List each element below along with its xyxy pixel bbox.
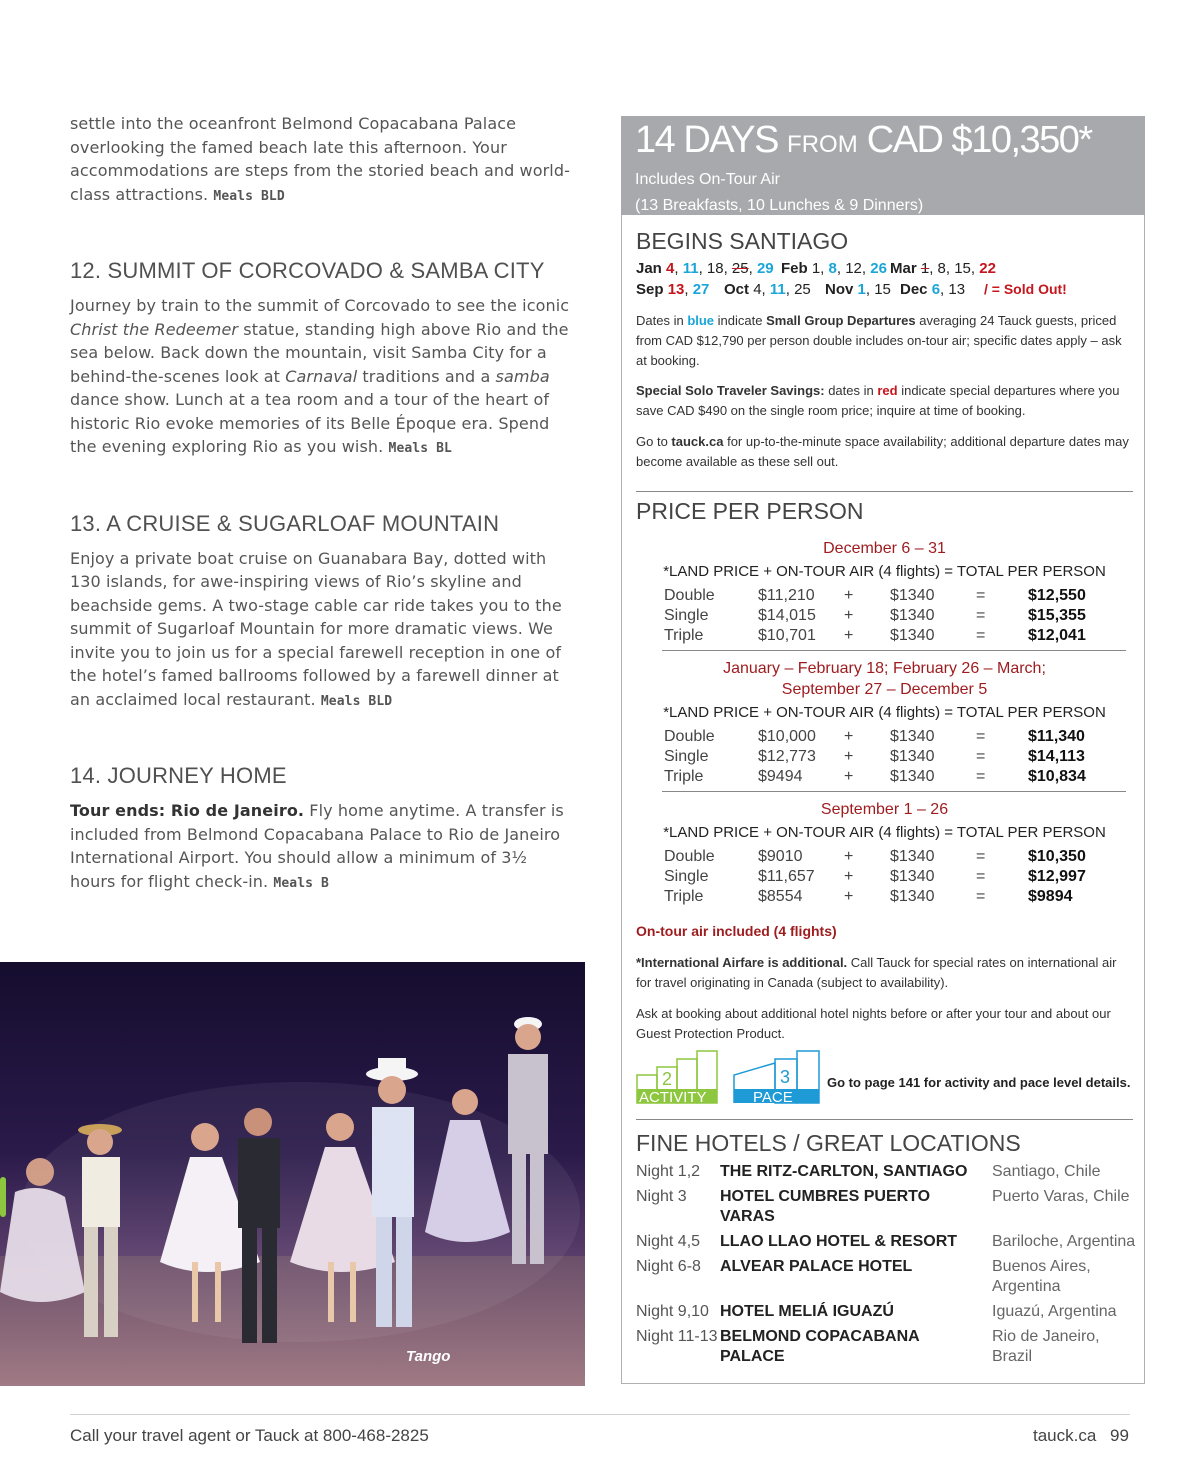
- price-divider: [662, 650, 1126, 651]
- price-row: [664, 887, 1124, 907]
- departure-date: 1,: [811, 260, 829, 277]
- price-row: [664, 747, 1124, 767]
- price-land: $12,773: [758, 748, 816, 765]
- price-air: $1340: [890, 587, 935, 604]
- divider: [636, 491, 1133, 492]
- hotel-name: THE RITZ-CARLTON, SANTIAGO: [720, 1163, 968, 1180]
- price-type: Double: [664, 587, 715, 604]
- departure-date: ,: [674, 260, 683, 277]
- price-type: Triple: [664, 768, 704, 785]
- hotel-name: HOTEL MELIÁ IGUAZÚ: [720, 1303, 894, 1320]
- price-land: $9010: [758, 848, 803, 865]
- departure-month: [636, 279, 709, 300]
- banner-line2: (13 Breakfasts, 10 Lunches & 9 Dinners): [635, 197, 924, 214]
- price-land: $9494: [758, 768, 803, 785]
- banner-headline: [635, 118, 1131, 167]
- price-type: Triple: [664, 627, 704, 644]
- month-label: Dec: [900, 281, 932, 298]
- hotel-name: HOTEL CUMBRES PUERTO VARAS: [720, 1188, 931, 1225]
- price-land: $10,000: [758, 728, 816, 745]
- air-included-note: On-tour air included (4 flights): [636, 923, 837, 939]
- price-row: [664, 626, 1124, 646]
- price-plus: +: [844, 888, 854, 905]
- divider: [636, 1119, 1133, 1120]
- departure-date: 4: [666, 260, 675, 277]
- photo-caption: Tango: [406, 1348, 451, 1365]
- departure-date: 11: [769, 281, 786, 298]
- hotel-loc: Puerto Varas, Chile: [992, 1188, 1130, 1205]
- departure-month: [900, 279, 965, 300]
- itinerary-column: [70, 112, 570, 895]
- price-plus: +: [844, 728, 854, 745]
- price-formula: *LAND PRICE + ON-TOUR AIR (4 flights) = TOTAL PER PERSON: [663, 824, 1106, 841]
- price-total: $9894: [1028, 888, 1073, 905]
- hotel-loc: Rio de Janeiro, Brazil: [992, 1328, 1100, 1365]
- dancers-illustration: [0, 962, 585, 1386]
- price-eq: =: [976, 728, 986, 745]
- hotel-loc: Santiago, Chile: [992, 1163, 1101, 1180]
- hotel-loc: Iguazú, Argentina: [992, 1303, 1117, 1320]
- note2-b: indicate special departures where you save CAD $490 on the single room price; inquire at time of booking.: [636, 383, 1120, 418]
- price-air: $1340: [890, 627, 935, 644]
- note1-b: indicate: [714, 313, 767, 328]
- price-total: $12,997: [1028, 868, 1086, 885]
- price-air: $1340: [890, 748, 935, 765]
- hotel-row: [636, 1327, 1136, 1367]
- hotel-row: [636, 1162, 1136, 1182]
- price-air: $1340: [890, 728, 935, 745]
- price-air: $1340: [890, 607, 935, 624]
- hotel-loc: Buenos Aires, Argentina: [992, 1258, 1091, 1295]
- note3-a: Go to: [636, 434, 672, 449]
- departure-date: 1: [920, 260, 930, 277]
- departure-month: [890, 258, 996, 279]
- departure-month: [636, 258, 774, 279]
- note1-blue: blue: [687, 313, 715, 328]
- day11-meals: Meals BLD: [213, 188, 285, 204]
- footer-rule: [70, 1414, 1130, 1415]
- day13-heading: 13. A CRUISE & SUGARLOAF MOUNTAIN: [70, 510, 500, 536]
- hotel-name: ALVEAR PALACE HOTEL: [720, 1258, 913, 1275]
- price-plus: +: [844, 848, 854, 865]
- hotel-night: Night 4,5: [636, 1233, 701, 1250]
- departure-date: ,: [748, 260, 757, 277]
- hotel-night: Night 1,2: [636, 1163, 701, 1180]
- day13-text: Enjoy a private boat cruise on Guanabara Bay, dotted with 130 islands, for awe-inspiring views of Rio’s skyline and beachside gems. A two-stage cable car ride takes you to the summit of Sugarloaf Mountain for more dramatic views. We invite you to join us for a special farewell reception in one of the hotel’s famed ballrooms followed by a farewell dinner at an acclaimed local restaurant.: [70, 548, 562, 709]
- day14-meals: Meals B: [273, 875, 329, 891]
- price-land: $10,701: [758, 627, 816, 644]
- day12-text-c: traditions and a: [357, 366, 496, 386]
- pace-label: PACE: [753, 1089, 793, 1105]
- pace-number: 3: [780, 1067, 791, 1087]
- sold-out-legend: / = Sold Out!: [984, 281, 1067, 297]
- levels-note: Go to page 141 for activity and pace level details.: [827, 1075, 1131, 1090]
- departure-month: [825, 279, 891, 300]
- price-period: December 6 – 31: [823, 540, 946, 557]
- note2-a: dates in: [824, 383, 878, 398]
- departure-date: , 18,: [698, 260, 732, 277]
- price-type: Double: [664, 848, 715, 865]
- day11-paragraph: [70, 112, 570, 208]
- note3-b: for up-to-the-minute space availability; additional departure dates may become available as these sell out.: [636, 434, 1129, 469]
- day12-text-a: Journey by train to the summit of Corcovado to see the iconic: [70, 296, 570, 315]
- price-air: $1340: [890, 888, 935, 905]
- month-label: Mar: [890, 260, 921, 277]
- departure-date: 1: [857, 281, 866, 298]
- departure-date: , 15: [865, 281, 891, 298]
- hotel-name: BELMOND COPACABANA PALACE: [720, 1328, 920, 1365]
- price-plus: +: [844, 627, 854, 644]
- activity-level-icon: [636, 1047, 720, 1105]
- page-number: 99: [1110, 1426, 1129, 1445]
- note2-bold: Special Solo Traveler Savings:: [636, 383, 825, 398]
- intl-bold: *International Airfare is additional.: [636, 955, 848, 970]
- price-plus: +: [844, 868, 854, 885]
- note2-red: red: [877, 383, 898, 398]
- month-label: Jan: [636, 260, 667, 277]
- price-land: $8554: [758, 888, 803, 905]
- price-eq: =: [976, 768, 986, 785]
- departure-date: , 12,: [836, 260, 871, 277]
- price-row: [664, 847, 1124, 867]
- footer-site[interactable]: tauck.ca: [1033, 1426, 1097, 1445]
- price-air: $1340: [890, 868, 935, 885]
- note1-a: Dates in: [636, 313, 688, 328]
- hotel-row: [636, 1187, 1136, 1227]
- price-type: Double: [664, 728, 715, 745]
- day12-text-b: statue, standing high above Rio and the sea below. Back down the mountain, visit Samba City for a behind-the-scenes look at: [70, 319, 569, 386]
- price-row: [664, 867, 1124, 887]
- departure-date: ,: [684, 281, 693, 298]
- hotel-row: [636, 1257, 1136, 1297]
- price-row: [664, 586, 1124, 606]
- price-plus: +: [844, 587, 854, 604]
- price-eq: =: [976, 587, 986, 604]
- intl-airfare-note: [636, 953, 1131, 993]
- day12-meals: Meals BL: [388, 441, 452, 456]
- price-plus: +: [844, 607, 854, 624]
- price-type: Single: [664, 868, 709, 885]
- note1-c: averaging 24 Tauck guests, priced from CAD $12,790 per person double includes on-tour air; specific dates apply – ask at booking.: [636, 313, 1122, 368]
- price-period: September 27 – December 5: [781, 681, 988, 698]
- price-plus: +: [844, 768, 854, 785]
- month-label: Nov: [825, 281, 858, 298]
- tauck-link[interactable]: tauck.ca: [671, 434, 724, 449]
- price-eq: =: [976, 748, 986, 765]
- price-row: [664, 767, 1124, 787]
- price-land: $11,657: [758, 868, 815, 885]
- month-label: Feb: [781, 260, 812, 277]
- hotels-list: [636, 1162, 1136, 1377]
- departure-date: 4,: [753, 281, 770, 298]
- hotel-loc: Bariloche, Argentina: [992, 1233, 1136, 1250]
- day12-heading: 12. SUMMIT OF CORCOVADO & SAMBA CITY: [70, 258, 545, 283]
- departure-date: 22: [979, 260, 996, 277]
- hotel-night: Night 6-8: [636, 1258, 701, 1275]
- price-land: $14,015: [758, 607, 816, 624]
- hotels-title: FINE HOTELS / GREAT LOCATIONS: [636, 1130, 1021, 1156]
- tango-photo: [0, 962, 585, 1386]
- hotel-night: Night 9,10: [636, 1303, 709, 1320]
- pace-level-icon: [733, 1047, 821, 1105]
- price-formula: *LAND PRICE + ON-TOUR AIR (4 flights) = TOTAL PER PERSON: [663, 563, 1106, 580]
- banner-from: FROM: [787, 131, 858, 158]
- day12-text-d: dance show. Lunch at a tea room and a tour of the heart of historic Rio evoke memories of its Belle Époque era. Spend the evening exploring Rio as you wish.: [70, 390, 550, 456]
- departure-date: 13: [667, 281, 685, 298]
- departure-date: 27: [692, 281, 710, 298]
- price-period: January – February 18; February 26 – March;: [723, 660, 1046, 677]
- price-total: $11,340: [1028, 728, 1085, 745]
- day14-heading: 14. JOURNEY HOME: [70, 763, 287, 788]
- price-land: $11,210: [758, 587, 815, 604]
- day12-em-christ: Christ the Redeemer: [70, 319, 239, 339]
- day14-lead: Tour ends: Rio de Janeiro.: [70, 801, 305, 820]
- activity-label: ACTIVITY: [639, 1089, 707, 1105]
- price-total: $15,355: [1028, 607, 1086, 624]
- begins-title: BEGINS SANTIAGO: [636, 228, 849, 254]
- day13-meals: Meals BLD: [320, 693, 393, 709]
- footer-call: Call your travel agent or Tauck at 800-468-2825: [70, 1426, 429, 1445]
- price-row: [664, 727, 1124, 747]
- hotel-night: Night 3: [636, 1188, 687, 1205]
- day13-paragraph: [70, 547, 570, 714]
- price-eq: =: [976, 888, 986, 905]
- month-label: Sep: [636, 281, 668, 298]
- departure-month: [724, 279, 811, 300]
- price-formula: *LAND PRICE + ON-TOUR AIR (4 flights) = TOTAL PER PERSON: [663, 704, 1106, 721]
- price-title: PRICE PER PERSON: [636, 498, 864, 524]
- price-table: [636, 538, 1133, 908]
- price-total: $12,041: [1028, 627, 1086, 644]
- price-eq: =: [976, 868, 986, 885]
- price-total: $12,550: [1028, 587, 1086, 604]
- price-total: $14,113: [1028, 748, 1085, 765]
- note1-bold: Small Group Departures: [766, 313, 916, 328]
- intl-text: Call Tauck for special rates on international air for travel originating in Canada (subject to availability).: [636, 955, 1117, 990]
- month-label: Oct: [724, 281, 754, 298]
- price-type: Single: [664, 607, 709, 624]
- hotel-name: LLAO LLAO HOTEL & RESORT: [720, 1233, 958, 1250]
- price-total: $10,834: [1028, 768, 1086, 785]
- availability-note: [636, 432, 1131, 472]
- hotel-nights-note: Ask at booking about additional hotel nights before or after your tour and about our Guest Protection Product.: [636, 1006, 1111, 1041]
- price-plus: +: [844, 748, 854, 765]
- price-banner: [621, 116, 1145, 215]
- banner-price: CAD $10,350*: [866, 119, 1092, 161]
- day12-em-samba: samba: [495, 366, 550, 386]
- price-eq: =: [976, 607, 986, 624]
- day14-text: Fly home anytime. A transfer is included from Belmond Copacabana Palace to Rio de Janeiro International Airport. You should allow a minimum of 3½ hours for flight check-in.: [70, 801, 564, 891]
- solo-savings-note: [636, 381, 1131, 421]
- departure-date: , 25: [785, 281, 811, 298]
- day12-paragraph: [70, 294, 570, 461]
- departure-date: 29: [756, 260, 774, 277]
- departure-month: [781, 258, 887, 279]
- hotel-row: [636, 1232, 1136, 1252]
- hotel-night: Night 11-13: [636, 1328, 718, 1345]
- price-divider: [662, 791, 1126, 792]
- day12-em-carnaval: Carnaval: [285, 366, 358, 386]
- departure-date: 26: [870, 260, 887, 277]
- price-eq: =: [976, 848, 986, 865]
- price-total: $10,350: [1028, 848, 1086, 865]
- price-type: Single: [664, 748, 709, 765]
- departure-date: , 13: [940, 281, 966, 298]
- activity-number: 2: [662, 1069, 673, 1089]
- price-period: September 1 – 26: [820, 801, 949, 818]
- price-eq: =: [976, 627, 986, 644]
- departure-date: , 8, 15,: [929, 260, 980, 277]
- banner-line1: Includes On-Tour Air: [635, 171, 780, 188]
- day14-paragraph: [70, 799, 570, 895]
- banner-days: 14 DAYS: [635, 119, 778, 161]
- day11-text: settle into the oceanfront Belmond Copacabana Palace overlooking the famed beach late this afternoon. Your accommodations are steps from the storied beach and world-class attractions.: [70, 114, 570, 204]
- small-group-note: [636, 311, 1131, 371]
- price-air: $1340: [890, 848, 935, 865]
- departure-date: 25: [731, 260, 749, 277]
- departure-date: 8: [828, 260, 837, 277]
- hotel-row: [636, 1302, 1136, 1322]
- price-air: $1340: [890, 768, 935, 785]
- price-type: Triple: [664, 888, 704, 905]
- departure-date: 6: [931, 281, 941, 298]
- departure-date: 11: [682, 260, 699, 277]
- price-row: [664, 606, 1124, 626]
